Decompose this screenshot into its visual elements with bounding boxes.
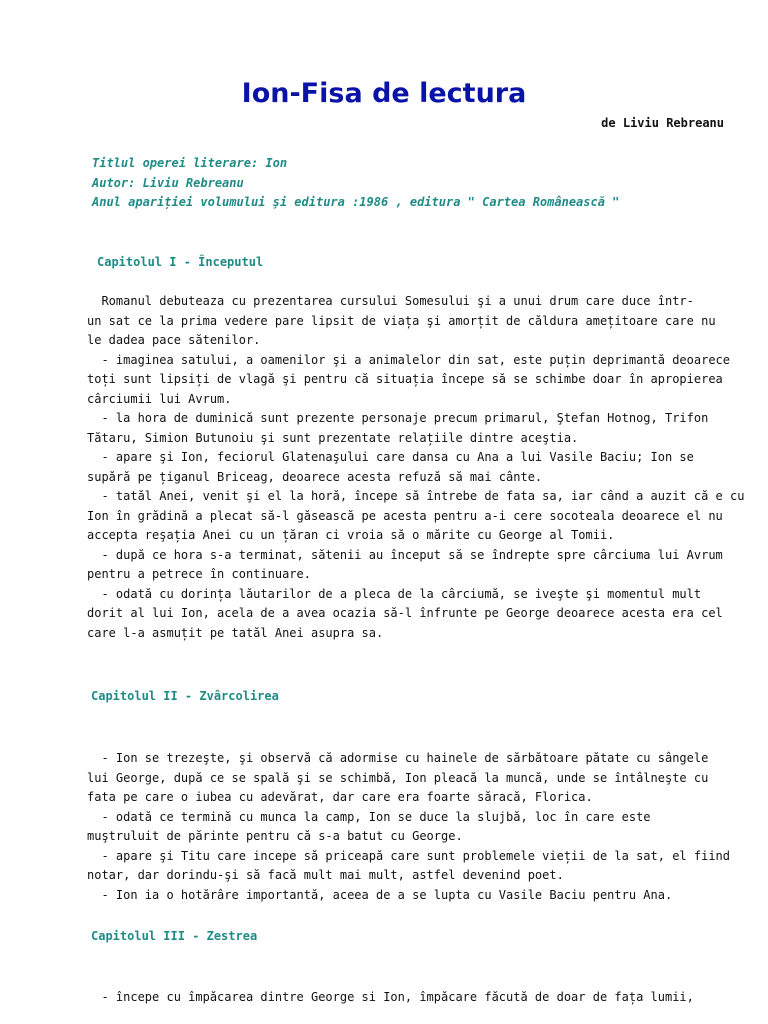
chapter-1-heading: Capitolul I - Începutul	[97, 255, 264, 269]
book-metadata	[92, 154, 619, 213]
text-line: - Ion se trezeşte, şi observă că adormise cu hainele de sărbătoare pătate cu sângele	[87, 751, 709, 765]
chapter-3-heading: Capitolul III - Zestrea	[91, 929, 258, 943]
text-line: - odată ce termină cu munca la camp, Ion se duce la slujbă, loc în care este	[87, 809, 651, 824]
text-line: dorit al lui Ion, acela de a avea ocazia să-l înfrunte pe George deoarece acesta era cel	[87, 606, 723, 620]
text-line: Tătaru, Simion Butunoiu şi sunt prezentate relațiile dintre aceştia.	[87, 430, 579, 445]
text-line: cârciumii lui Avrum.	[87, 391, 232, 406]
text-line: toți sunt lipsiți de vlagă şi pentru că situația începe să se schimbe doar în apropierea	[87, 372, 723, 386]
chapter-2-text	[87, 749, 730, 905]
text-line: Ion în grădină a plecat să-l găsească pe acesta pentru a-i cere socoteala deoarece el nu	[87, 508, 723, 523]
text-line: - apare şi Ion, feciorul Glatenaşului care dansa cu Ana a lui Vasile Baciu; Ion se	[87, 450, 694, 464]
text-line: - începe cu împăcarea dintre George si Ion, împăcare făcută de doar de fața lumii,	[87, 990, 694, 1004]
chapter-2-heading: Capitolul II - Zvârcolirea	[91, 689, 279, 703]
text-line: - la hora de duminică sunt prezente personaje precum primarul, Ştefan Hotnog, Trifon	[87, 411, 709, 425]
text-line: - imaginea satului, a oamenilor şi a animalelor din sat, este puțin deprimantă deoarece	[87, 352, 730, 367]
text-line: pentru a petrece în continuare.	[87, 567, 311, 581]
text-line: - după ce hora s-a terminat, sătenii au început să se îndrepte spre cârciuma lui Avrum	[87, 547, 723, 562]
meta-publication-line: Anul apariției volumului şi editura :1986 , editura " Cartea Românească "	[92, 195, 620, 209]
document-title: Ion-Fisa de lectura	[241, 78, 527, 109]
text-line: muştruluit de părinte pentru că s-a batut cu George.	[87, 829, 463, 843]
text-line: - apare şi Titu care incepe să priceapă care sunt problemele vieții de la sat, el fiind	[87, 848, 730, 863]
text-line: le dadea pace sătenilor.	[87, 333, 261, 347]
text-line: - odată cu dorința lăutarilor de a pleca de la cârciumă, se iveşte şi momentul mult	[87, 586, 702, 601]
chapter-3-text	[87, 988, 707, 1008]
text-line: Romanul debuteaza cu prezentarea cursului Somesului şi a unui drum care duce într-	[87, 294, 694, 308]
text-line: accepta reşația Anei cu un țăran ci vroia să o mărite cu George al Tomii.	[87, 528, 615, 542]
text-line: - Ion ia o hotărâre importantă, aceea de a se lupta cu Vasile Baciu pentru Ana.	[87, 887, 673, 902]
text-line: - tatăl Anei, venit şi el la horă, începe să întrebe de fata sa, iar când a auzit că e cu	[87, 489, 745, 503]
text-line: fata pe care o iubea cu adevărat, dar care era foarte săracă, Florica.	[87, 790, 593, 804]
text-line: lui George, după ce se spală şi se schimbă, Ion pleacă la muncă, unde se întâlneşte cu	[87, 770, 709, 785]
chapter-1-text	[87, 292, 745, 643]
text-line: care l-a asmuțit pe tatăl Anei asupra sa.	[87, 625, 384, 640]
meta-title-line: Titlul operei literare: Ion	[92, 156, 288, 170]
text-line: un sat ce la prima vedere pare lipsit de viața şi amorțit de căldura amețitoare care nu	[87, 313, 716, 328]
author-byline: de Liviu Rebreanu	[601, 116, 724, 130]
text-line: supără pe țiganul Briceag, deoarece acesta refuză să mai cânte.	[87, 469, 543, 484]
meta-author-line: Autor: Liviu Rebreanu	[92, 175, 244, 190]
text-line: notar, dar dorindu-şi să facă mult mai mult, astfel devenind poet.	[87, 868, 564, 882]
